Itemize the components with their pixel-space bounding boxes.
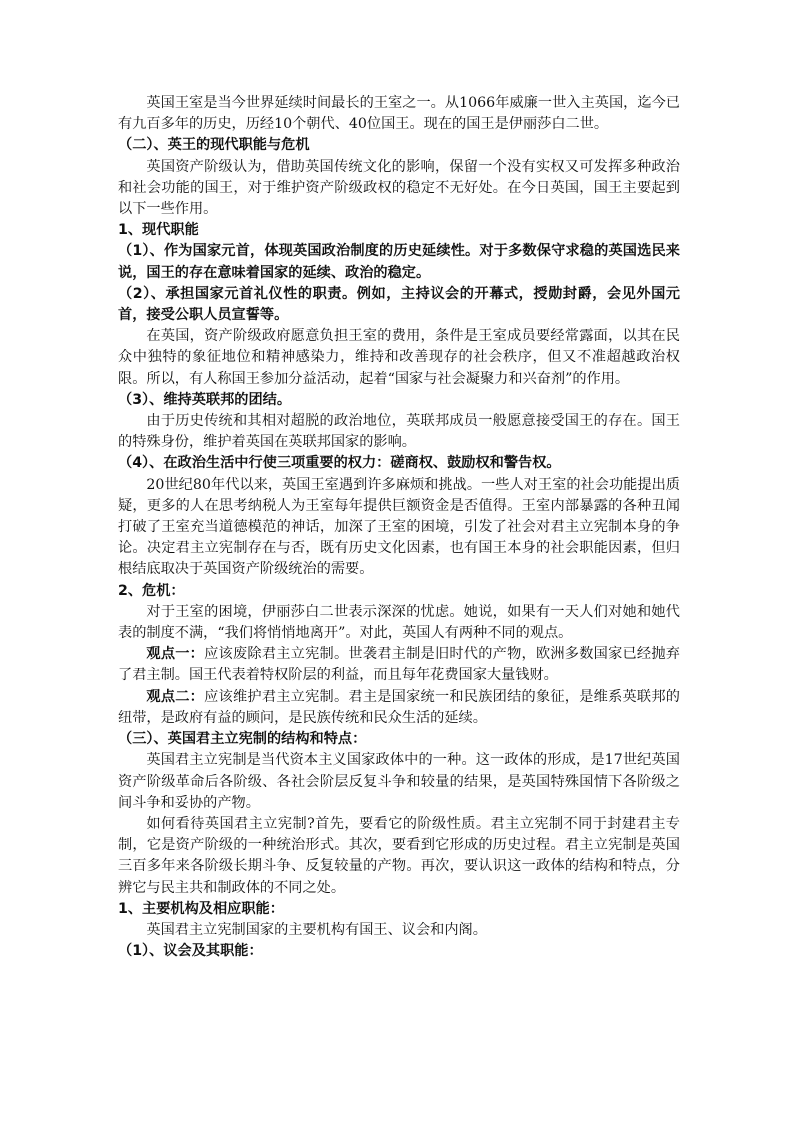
heading-function-1: （1）、作为国家元首，体现英国政治制度的历史延续性。对于多数保守求稳的英国选民来说，国王的存在意味着国家的延续、政治的稳定。 (118, 243, 680, 281)
heading-modern-functions: 1、现代职能 (118, 222, 199, 239)
paragraph-royal-expenses: 在英国，资产阶级政府愿意负担王室的费用，条件是王室成员要经常露面，以其在民众中独特的象征地位和精神感染力，维持和改善现存的社会秩序，但又不准超越政治权限。所以，有人称国王参加分益活动，起着“国家与社会凝聚力和兴奋剂”的作用。 (118, 328, 680, 387)
paragraph-queen-concern: 对于王室的困境，伊丽莎白二世表示深深的忧虑。她说，如果有一天人们对她和她代表的制度不满，“我们将悄悄地离开”。对此，英国人有两种不同的观点。 (118, 603, 680, 642)
paragraph-viewpoint-1 (118, 644, 680, 686)
heading-section-three: （三）、英国君主立宪制的结构和特点： (118, 731, 367, 748)
heading-function-2: （2）、承担国家元首礼仪性的职责。例如，主持议会的开幕式，授勋封爵，会见外国元首，接受公职人员宣誓等。 (118, 285, 680, 324)
paragraph-royal-history: 英国王室是当今世界延续时间最长的王室之一。从1066年威廉一世入主英国，迄今已有九百多年的历史，历经10个朝代、40位国王。现在的国王是伊丽莎白二世。 (118, 95, 680, 133)
heading-parliament: （1）、议会及其职能： (118, 943, 263, 960)
paragraph-institutions: 英国君主立宪制国家的主要机构有国王、议会和内阁。 (146, 921, 487, 938)
heading-main-institutions: 1、主要机构及相应职能： (118, 900, 284, 917)
heading-section-two: （二）、英王的现代职能与危机 (118, 137, 310, 154)
viewpoint-2-label: 观点二： (146, 688, 205, 705)
document-page (118, 93, 680, 962)
paragraph-how-to-view: 如何看待英国君主立宪制?首先，要看它的阶级性质。君主立宪制不同于封建君主专制，它是资产阶级的一种统治形式。其次，要看到它形成的历史过程。君主立宪制是英国三百多年来各阶级长期斗争、反复较量的产物。再次，要认识这一政体的结构和特点，分辨它与民主共和制政体的不同之处。 (118, 815, 680, 896)
paragraph-bourgeois-view: 英国资产阶级认为，借助英国传统文化的影响，保留一个没有实权又可发挥多种政治和社会功能的国王，对于维护资产阶级政权的稳定不无好处。在今日英国，国王主要起到以下一些作用。 (118, 158, 680, 218)
paragraph-commonwealth: 由于历史传统和其相对超脱的政治地位，英联邦成员一般愿意接受国王的存在。国王的特殊身份，维护着英国在英联邦国家的影响。 (118, 413, 680, 451)
viewpoint-1-text: 应该废除君主立宪制。世袭君主制是旧时代的产物，欧洲多数国家已经抛弃了君主制。国王代表着特权阶层的利益，而且每年花费国家大量钱财。 (118, 646, 680, 684)
paragraph-challenges: 20世纪80年代以来，英国王室遇到许多麻烦和挑战。一些人对王室的社会功能提出质疑，更多的人在思考纳税人为王室每年提供巨额资金是否值得。王室内部暴露的各种丑闻打破了王室充当道德模范的神话，加深了王室的困境，引发了社会对君主立宪制本身的争论。决定君主立宪制存在与否，既有历史文化因素，也有国王本身的社会职能因素，但归根结底取决于英国资产阶级统治的需要。 (118, 476, 680, 578)
heading-function-3: （3）、维持英联邦的团结。 (118, 391, 292, 408)
viewpoint-1-label: 观点一： (146, 646, 205, 663)
heading-crisis: 2、危机： (118, 582, 185, 599)
paragraph-viewpoint-2 (118, 687, 680, 729)
heading-function-4: （4）、在政治生活中行使三项重要的权力：磋商权、鼓励权和警告权。 (118, 455, 561, 472)
paragraph-constitution-origin: 英国君主立宪制是当代资本主义国家政体中的一种。这一政体的形成，是17世纪英国资产阶级革命后各阶级、各社会阶层反复斗争和较量的结果，是英国特殊国情下各阶级之间斗争和妥协的产物。 (118, 752, 680, 811)
viewpoint-2-text: 应该维护君主立宪制。君主是国家统一和民族团结的象征，是维系英联邦的纽带，是政府有益的顾问，是民族传统和民众生活的延续。 (118, 688, 680, 726)
